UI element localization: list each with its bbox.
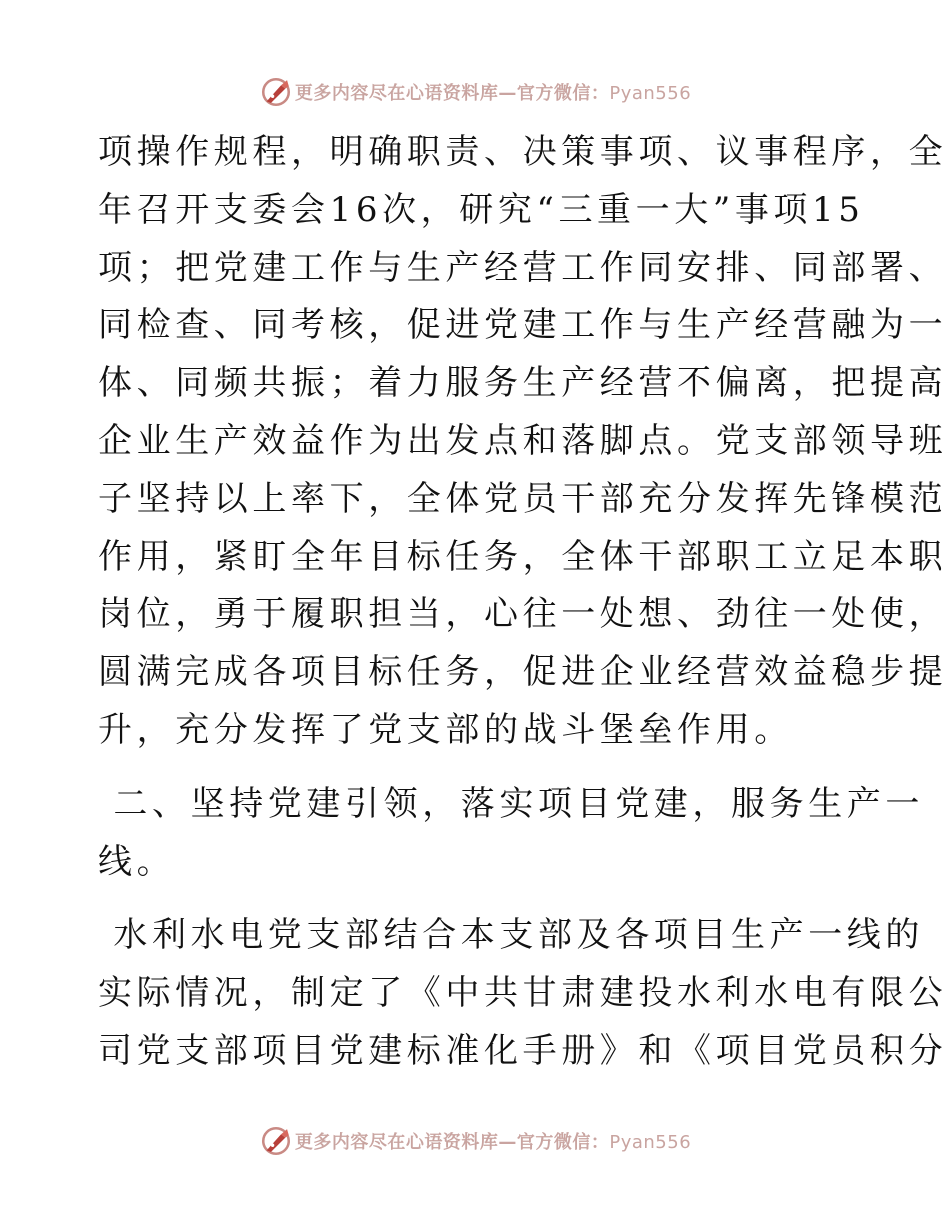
text-line: 实际情况，制定了《中共甘肃建投水利水电有限公 <box>98 973 948 1014</box>
paragraph-3 <box>98 907 948 1080</box>
text-line: 年召开支委会16次，研究“三重一大”事项15 <box>98 189 865 230</box>
heading-line: 二、坚持党建引领，落实项目党建，服务生产一 <box>98 783 925 824</box>
pen-nib-logo-icon <box>259 1124 293 1158</box>
text-line: 圆满完成各项目标任务，促进企业经营效益稳步提 <box>98 652 948 693</box>
footer-watermark <box>0 1121 950 1161</box>
paragraph-1 <box>98 124 948 760</box>
text-line: 同检查、同考核，促进党建工作与生产经营融为一 <box>98 305 948 346</box>
header-watermark <box>0 72 950 112</box>
heading-line: 线。 <box>98 841 176 882</box>
text-line: 项；把党建工作与生产经营工作同安排、同部署、 <box>98 247 948 288</box>
text-line: 子坚持以上率下，全体党员干部充分发挥先锋模范 <box>98 478 948 519</box>
watermark-text: 更多内容尽在心语资料库—官方微信：Pyan556 <box>294 1132 692 1153</box>
pen-nib-logo-icon <box>259 75 293 109</box>
paragraph-gap <box>98 891 858 907</box>
text-line: 岗位，勇于履职担当，心往一处想、劲往一处使， <box>98 594 948 635</box>
section-heading <box>98 776 925 892</box>
text-line: 体、同频共振；着力服务生产经营不偏离，把提高 <box>98 363 948 404</box>
text-line: 升，充分发挥了党支部的战斗堡垒作用。 <box>98 709 793 750</box>
text-line: 项操作规程，明确职责、决策事项、议事程序，全 <box>98 132 948 172</box>
watermark-text: 更多内容尽在心语资料库—官方微信：Pyan556 <box>294 83 692 104</box>
text-line: 企业生产效益作为出发点和落脚点。党支部领导班 <box>98 420 948 461</box>
text-line: 作用，紧盯全年目标任务，全体干部职工立足本职 <box>98 536 948 577</box>
text-line: 水利水电党支部结合本支部及各项目生产一线的 <box>98 915 925 956</box>
paragraph-gap <box>98 760 858 776</box>
document-body <box>98 124 948 1081</box>
text-line: 司党支部项目党建标准化手册》和《项目党员积分 <box>98 1030 948 1071</box>
